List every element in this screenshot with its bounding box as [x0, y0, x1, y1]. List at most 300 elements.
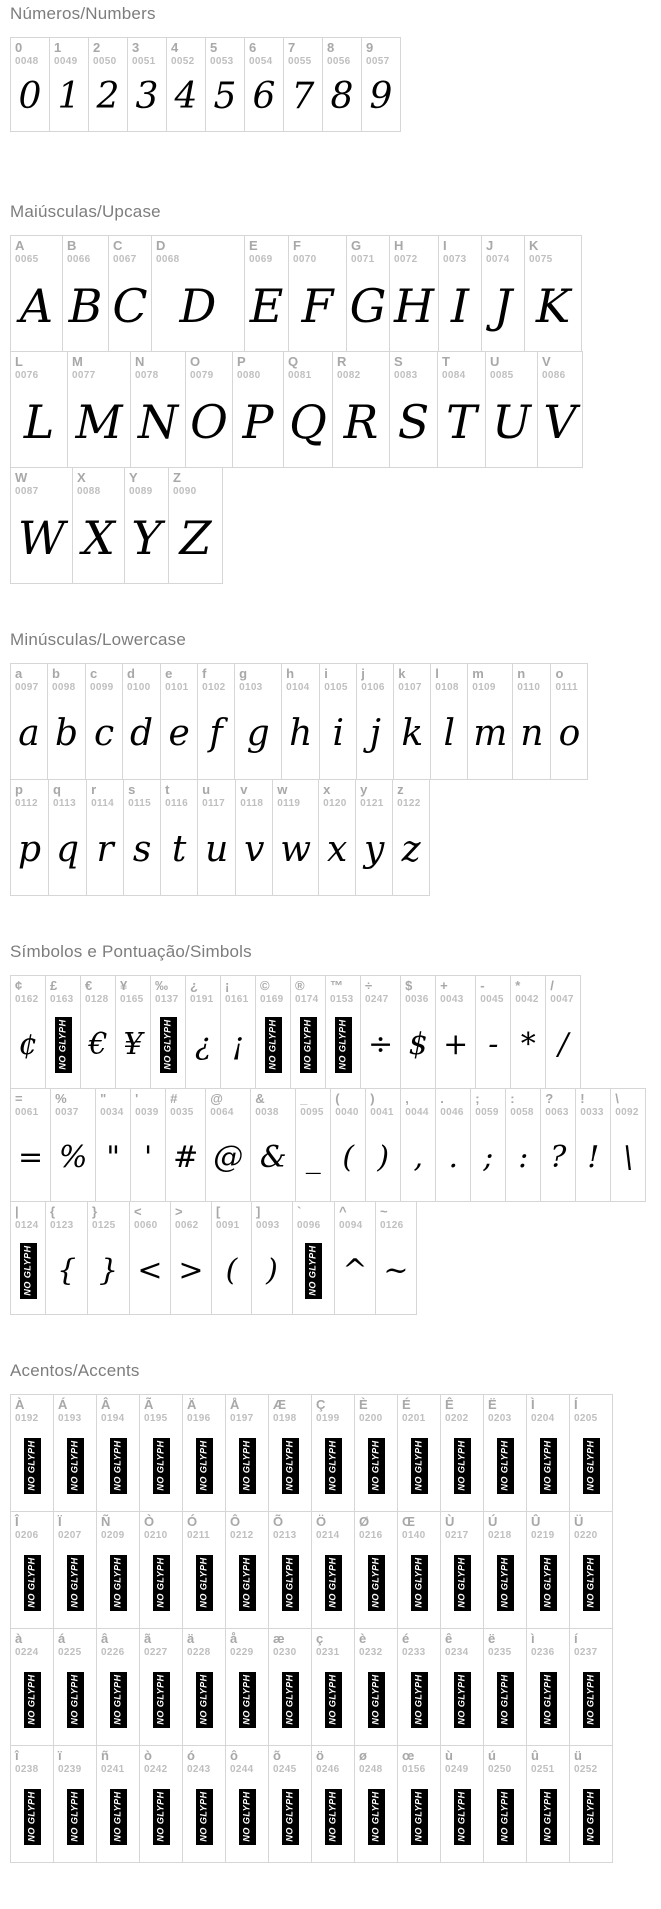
no-glyph-area	[101, 1542, 135, 1624]
no-glyph-badge	[368, 1789, 385, 1845]
char-label: [	[216, 1204, 221, 1219]
glyph-cell-0211	[182, 1511, 226, 1629]
char-label: ™	[330, 978, 343, 993]
glyph-cell-0105	[319, 663, 357, 780]
char-label: ó	[187, 1748, 195, 1763]
unicode-code-label: 0088	[77, 485, 101, 497]
char-label: o	[555, 666, 564, 681]
char-label: F	[293, 238, 301, 253]
glyph-cell-0045	[475, 975, 511, 1089]
unicode-code-label: 0203	[488, 1412, 512, 1424]
unicode-code-label: 0205	[574, 1412, 598, 1424]
unicode-code-label: 0086	[542, 369, 566, 381]
glyph-cell-0163	[45, 975, 81, 1089]
no-glyph-area	[230, 1542, 264, 1624]
char-label: 9	[366, 40, 374, 55]
no-glyph-badge	[196, 1672, 213, 1728]
glyph-cell-0098	[47, 663, 86, 780]
no-glyph-badge-text: NO GLYPH	[112, 1440, 123, 1492]
glyph-cell-0050	[88, 37, 128, 132]
no-glyph-badge-text: NO GLYPH	[69, 1557, 80, 1609]
unicode-code-label: 0035	[170, 1106, 194, 1118]
glyph-cell-0037	[50, 1088, 96, 1202]
char-label: "	[100, 1091, 107, 1106]
glyph-cell-0235	[483, 1628, 527, 1746]
glyph-preview: !	[587, 1139, 600, 1175]
char-label: (	[335, 1091, 340, 1106]
no-glyph-badge-text: NO GLYPH	[456, 1674, 467, 1726]
glyph-cell-0193	[53, 1394, 97, 1512]
no-glyph-badge	[305, 1243, 322, 1299]
char-label: ç	[316, 1631, 324, 1646]
unicode-code-label: 0234	[445, 1646, 469, 1658]
unicode-code-label: 0090	[173, 485, 197, 497]
char-label: ú	[488, 1748, 496, 1763]
glyph-cell-0071	[346, 235, 390, 352]
no-glyph-badge-text: NO GLYPH	[26, 1674, 37, 1726]
no-glyph-badge-text: NO GLYPH	[327, 1557, 338, 1609]
no-glyph-badge-text: NO GLYPH	[155, 1674, 166, 1726]
char-label: Ô	[230, 1514, 241, 1529]
glyph-preview: u	[205, 829, 229, 871]
glyph-preview: o	[558, 713, 581, 755]
char-label: U	[490, 354, 500, 369]
unicode-code-label: 0140	[402, 1529, 426, 1541]
glyph-cell-0046	[435, 1088, 471, 1202]
no-glyph-badge	[239, 1438, 256, 1494]
unicode-code-label: 0076	[15, 369, 39, 381]
section-accents	[10, 1361, 661, 1863]
no-glyph-badge-text: NO GLYPH	[69, 1791, 80, 1843]
unicode-code-label: 0065	[15, 253, 39, 265]
char-label: ¥	[120, 978, 128, 993]
glyph-preview: >	[178, 1252, 204, 1288]
glyph-preview: ÷	[368, 1026, 394, 1062]
no-glyph-badge-text: NO GLYPH	[155, 1557, 166, 1609]
glyph-cell-0085	[485, 351, 538, 468]
glyph-cell-0111	[550, 663, 588, 780]
glyph-preview: "	[106, 1139, 121, 1175]
glyph-preview: &	[259, 1139, 287, 1175]
glyph-row	[10, 1088, 661, 1202]
glyph-preview: Q	[289, 395, 327, 450]
unicode-code-label: 0238	[15, 1763, 39, 1775]
no-glyph-badge	[110, 1789, 127, 1845]
char-label: <	[134, 1204, 142, 1219]
unicode-code-label: 0040	[335, 1106, 359, 1118]
glyph-preview: P	[242, 395, 274, 450]
no-glyph-badge-text: NO GLYPH	[327, 1440, 338, 1492]
no-glyph-badge-text: NO GLYPH	[370, 1557, 381, 1609]
unicode-code-label: 0064	[210, 1106, 234, 1118]
no-glyph-badge-text: NO GLYPH	[499, 1791, 510, 1843]
char-label: t	[165, 782, 170, 797]
unicode-code-label: 0120	[323, 797, 347, 809]
no-glyph-badge-text: NO GLYPH	[456, 1440, 467, 1492]
glyph-preview: 7	[291, 76, 315, 118]
no-glyph-badge-text: NO GLYPH	[585, 1440, 596, 1492]
unicode-code-label: 0115	[128, 797, 151, 809]
glyph-cell-0062	[170, 1201, 212, 1315]
char-label: a	[15, 666, 23, 681]
glyph-cell-0203	[483, 1394, 527, 1512]
glyph-cell-0232	[354, 1628, 398, 1746]
char-label: Ø	[359, 1514, 370, 1529]
glyph-preview: 8	[330, 76, 354, 118]
glyph-preview: c	[93, 713, 115, 755]
no-glyph-badge	[454, 1672, 471, 1728]
char-label: f	[202, 666, 207, 681]
unicode-code-label: 0230	[273, 1646, 297, 1658]
no-glyph-badge-text: NO GLYPH	[542, 1440, 553, 1492]
glyph-cell-0047	[545, 975, 581, 1089]
unicode-code-label: 0109	[472, 681, 496, 693]
glyph-cell-0252	[569, 1745, 613, 1863]
no-glyph-area	[101, 1776, 135, 1858]
char-label: Ü	[574, 1514, 584, 1529]
glyph-preview: d	[130, 713, 154, 755]
glyph-row	[10, 1628, 661, 1746]
unicode-code-label: 0216	[359, 1529, 383, 1541]
no-glyph-area	[402, 1659, 436, 1741]
no-glyph-area	[144, 1659, 178, 1741]
glyph-cell-0078	[130, 351, 186, 468]
char-label: ÷	[365, 978, 373, 993]
no-glyph-badge	[153, 1555, 170, 1611]
no-glyph-badge-text: NO GLYPH	[198, 1791, 209, 1843]
no-glyph-area	[273, 1542, 307, 1624]
char-label: Ñ	[101, 1514, 111, 1529]
no-glyph-badge-text: NO GLYPH	[69, 1440, 80, 1492]
no-glyph-area	[187, 1659, 221, 1741]
glyph-preview: O	[190, 395, 228, 450]
char-label: S	[394, 354, 403, 369]
unicode-code-label: 0236	[531, 1646, 555, 1658]
no-glyph-area	[488, 1776, 522, 1858]
glyph-cell-0120	[318, 779, 356, 896]
unicode-code-label: 0057	[366, 55, 390, 67]
glyph-preview: g	[246, 713, 270, 755]
char-label: h	[286, 666, 295, 681]
char-label: N	[135, 354, 145, 369]
unicode-code-label: 0194	[101, 1412, 125, 1424]
no-glyph-area	[187, 1542, 221, 1624]
glyph-cell-0126	[375, 1201, 417, 1315]
char-label: B	[67, 238, 77, 253]
char-label: :	[510, 1091, 515, 1106]
unicode-code-label: 0116	[165, 797, 188, 809]
no-glyph-area	[531, 1776, 565, 1858]
unicode-code-label: 0118	[240, 797, 264, 809]
no-glyph-area	[58, 1425, 92, 1507]
glyph-cell-0114	[86, 779, 124, 896]
glyph-preview: <	[137, 1252, 163, 1288]
char-label: É	[402, 1397, 411, 1412]
char-label: x	[323, 782, 331, 797]
unicode-code-label: 0217	[445, 1529, 469, 1541]
unicode-code-label: 0245	[273, 1763, 297, 1775]
unicode-code-label: 0200	[359, 1412, 383, 1424]
glyph-cell-0194	[96, 1394, 140, 1512]
unicode-code-label: 0106	[361, 681, 385, 693]
char-label: {	[50, 1204, 56, 1219]
no-glyph-area	[230, 1659, 264, 1741]
unicode-code-label: 0105	[324, 681, 348, 693]
glyph-cell-0217	[440, 1511, 484, 1629]
char-label: D	[156, 238, 166, 253]
char-label: -	[480, 978, 485, 993]
unicode-code-label: 0114	[91, 797, 114, 809]
char-label: y	[360, 782, 368, 797]
char-label: ©	[260, 978, 270, 993]
glyph-cell-0080	[232, 351, 284, 468]
no-glyph-badge	[239, 1672, 256, 1728]
glyph-cell-0214	[311, 1511, 355, 1629]
glyph-preview: #	[173, 1139, 199, 1175]
no-glyph-badge	[110, 1555, 127, 1611]
glyph-cell-0226	[96, 1628, 140, 1746]
glyph-cell-0034	[95, 1088, 131, 1202]
no-glyph-area	[316, 1659, 350, 1741]
no-glyph-badge-text: NO GLYPH	[26, 1791, 37, 1843]
unicode-code-label: 0055	[288, 55, 312, 67]
unicode-code-label: 0084	[442, 369, 466, 381]
glyph-preview: h	[289, 713, 313, 755]
no-glyph-area	[574, 1542, 608, 1624]
unicode-code-label: 0246	[316, 1763, 340, 1775]
char-label: .	[440, 1091, 444, 1106]
glyph-cell-0042	[510, 975, 546, 1089]
unicode-code-label: 0097	[15, 681, 39, 693]
no-glyph-badge-text: NO GLYPH	[370, 1674, 381, 1726]
unicode-code-label: 0202	[445, 1412, 469, 1424]
no-glyph-area	[273, 1659, 307, 1741]
char-label: ì	[531, 1631, 535, 1646]
no-glyph-area	[260, 1006, 286, 1084]
char-label: Ã	[144, 1397, 154, 1412]
unicode-code-label: 0066	[67, 253, 91, 265]
no-glyph-badge	[24, 1555, 41, 1611]
glyph-preview: (	[225, 1252, 238, 1288]
glyph-cell-0108	[430, 663, 468, 780]
unicode-code-label: 0199	[316, 1412, 340, 1424]
no-glyph-badge-text: NO GLYPH	[302, 1019, 313, 1071]
no-glyph-area	[187, 1425, 221, 1507]
unicode-code-label: 0248	[359, 1763, 383, 1775]
glyph-cell-0119	[272, 779, 319, 896]
unicode-code-label: 0054	[249, 55, 273, 67]
char-label: H	[394, 238, 404, 253]
glyph-preview: Y	[131, 511, 162, 566]
glyph-cell-0049	[49, 37, 89, 132]
glyph-preview: z	[401, 829, 421, 871]
glyph-cell-0093	[251, 1201, 293, 1315]
no-glyph-badge	[368, 1438, 385, 1494]
glyph-preview: '	[144, 1139, 153, 1175]
no-glyph-area	[359, 1659, 393, 1741]
char-label: â	[101, 1631, 109, 1646]
no-glyph-badge	[110, 1438, 127, 1494]
glyph-cell-0161	[220, 975, 256, 1089]
glyph-cell-0056	[322, 37, 362, 132]
unicode-code-label: 0098	[52, 681, 76, 693]
char-label: /	[550, 978, 554, 993]
unicode-code-label: 0079	[190, 369, 214, 381]
glyph-cell-0035	[165, 1088, 206, 1202]
no-glyph-badge	[67, 1672, 84, 1728]
no-glyph-badge-text: NO GLYPH	[499, 1440, 510, 1492]
no-glyph-badge-text: NO GLYPH	[284, 1791, 295, 1843]
glyph-cell-0124	[10, 1201, 46, 1315]
glyph-preview: }	[98, 1252, 119, 1288]
char-label: 8	[327, 40, 335, 55]
unicode-code-label: 0220	[574, 1529, 598, 1541]
glyph-cell-0204	[526, 1394, 570, 1512]
unicode-code-label: 0242	[144, 1763, 168, 1775]
no-glyph-area	[445, 1659, 479, 1741]
no-glyph-area	[402, 1542, 436, 1624]
unicode-code-label: 0122	[397, 797, 421, 809]
char-label: Ç	[316, 1397, 326, 1412]
char-label: ^	[339, 1204, 347, 1219]
glyph-preview: H	[393, 279, 435, 334]
glyph-preview: k	[401, 713, 424, 755]
glyph-cell-0036	[400, 975, 436, 1089]
unicode-code-label: 0060	[134, 1219, 158, 1231]
no-glyph-area	[359, 1425, 393, 1507]
unicode-code-label: 0119	[277, 797, 301, 809]
glyph-row	[10, 1394, 661, 1512]
glyph-cell-0087	[10, 467, 73, 584]
unicode-code-label: 0207	[58, 1529, 82, 1541]
glyph-cell-0066	[62, 235, 109, 352]
unicode-code-label: 0231	[316, 1646, 340, 1658]
no-glyph-area	[445, 1776, 479, 1858]
no-glyph-badge	[411, 1789, 428, 1845]
no-glyph-badge	[110, 1672, 127, 1728]
glyph-preview: )	[266, 1252, 278, 1288]
no-glyph-badge	[325, 1789, 342, 1845]
glyph-preview: G	[349, 279, 387, 334]
unicode-code-label: 0163	[50, 993, 74, 1005]
unicode-code-label: 0041	[370, 1106, 394, 1118]
char-label: œ	[402, 1748, 415, 1763]
glyph-preview: j	[369, 713, 381, 755]
glyph-table-lowercase	[10, 663, 661, 896]
glyph-preview: q	[56, 829, 80, 871]
glyph-preview: I	[450, 279, 470, 334]
glyph-cell-0137	[150, 975, 186, 1089]
no-glyph-badge-text: NO GLYPH	[198, 1674, 209, 1726]
char-label: ã	[144, 1631, 152, 1646]
no-glyph-badge	[282, 1555, 299, 1611]
no-glyph-badge-text: NO GLYPH	[308, 1245, 318, 1297]
glyph-cell-0089	[124, 467, 169, 584]
glyph-preview: \	[623, 1139, 634, 1175]
no-glyph-badge-text: NO GLYPH	[267, 1019, 278, 1071]
no-glyph-badge	[24, 1438, 41, 1494]
glyph-preview: J	[493, 279, 513, 334]
no-glyph-badge	[282, 1438, 299, 1494]
glyph-cell-0196	[182, 1394, 226, 1512]
glyph-preview: ¥	[123, 1026, 143, 1062]
glyph-cell-0197	[225, 1394, 269, 1512]
glyph-preview: ^	[342, 1252, 368, 1288]
char-label: }	[92, 1204, 98, 1219]
no-glyph-badge	[497, 1555, 514, 1611]
unicode-code-label: 0201	[402, 1412, 426, 1424]
char-label: Ò	[144, 1514, 155, 1529]
glyph-cell-0165	[115, 975, 151, 1089]
glyph-cell-0243	[182, 1745, 226, 1863]
glyph-cell-0104	[281, 663, 320, 780]
unicode-code-label: 0063	[545, 1106, 569, 1118]
char-label: á	[58, 1631, 66, 1646]
glyph-preview: /	[558, 1026, 569, 1062]
no-glyph-badge-text: NO GLYPH	[542, 1557, 553, 1609]
glyph-preview: +	[443, 1026, 469, 1062]
no-glyph-area	[15, 1776, 49, 1858]
no-glyph-badge-text: NO GLYPH	[585, 1557, 596, 1609]
unicode-code-label: 0046	[440, 1106, 464, 1118]
unicode-code-label: 0081	[288, 369, 312, 381]
no-glyph-area	[330, 1006, 356, 1084]
no-glyph-badge	[282, 1789, 299, 1845]
unicode-code-label: 0095	[300, 1106, 324, 1118]
glyph-preview: T	[446, 395, 477, 450]
char-label: n	[517, 666, 526, 681]
no-glyph-badge-text: NO GLYPH	[370, 1440, 381, 1492]
unicode-code-label: 0237	[574, 1646, 598, 1658]
glyph-cell-0121	[355, 779, 393, 896]
unicode-code-label: 0153	[330, 993, 354, 1005]
no-glyph-badge	[153, 1672, 170, 1728]
unicode-code-label: 0252	[574, 1763, 598, 1775]
glyph-cell-0041	[365, 1088, 401, 1202]
no-glyph-area	[295, 1006, 321, 1084]
no-glyph-badge-text: NO GLYPH	[337, 1019, 348, 1071]
glyph-preview: y	[363, 829, 385, 871]
glyph-preview: w	[280, 829, 312, 871]
char-label: v	[240, 782, 248, 797]
char-label: ò	[144, 1748, 152, 1763]
glyph-cell-0103	[234, 663, 282, 780]
glyph-cell-0092	[610, 1088, 646, 1202]
no-glyph-badge-text: NO GLYPH	[370, 1791, 381, 1843]
unicode-code-label: 0073	[443, 253, 467, 265]
no-glyph-area	[297, 1232, 330, 1310]
char-label: 7	[288, 40, 296, 55]
glyph-cell-0086	[537, 351, 583, 468]
unicode-code-label: 0247	[365, 993, 389, 1005]
no-glyph-badge	[24, 1672, 41, 1728]
unicode-code-label: 0228	[187, 1646, 211, 1658]
unicode-code-label: 0102	[202, 681, 226, 693]
glyph-cell-0209	[96, 1511, 140, 1629]
no-glyph-badge	[196, 1555, 213, 1611]
no-glyph-badge	[196, 1789, 213, 1845]
char-label: +	[440, 978, 448, 993]
char-label: V	[542, 354, 551, 369]
unicode-code-label: 0089	[129, 485, 153, 497]
unicode-code-label: 0091	[216, 1219, 240, 1231]
char-label: _	[300, 1091, 308, 1106]
char-label: À	[15, 1397, 25, 1412]
unicode-code-label: 0034	[100, 1106, 124, 1118]
section-symbols	[10, 942, 661, 1315]
unicode-code-label: 0219	[531, 1529, 555, 1541]
char-label: g	[239, 666, 248, 681]
